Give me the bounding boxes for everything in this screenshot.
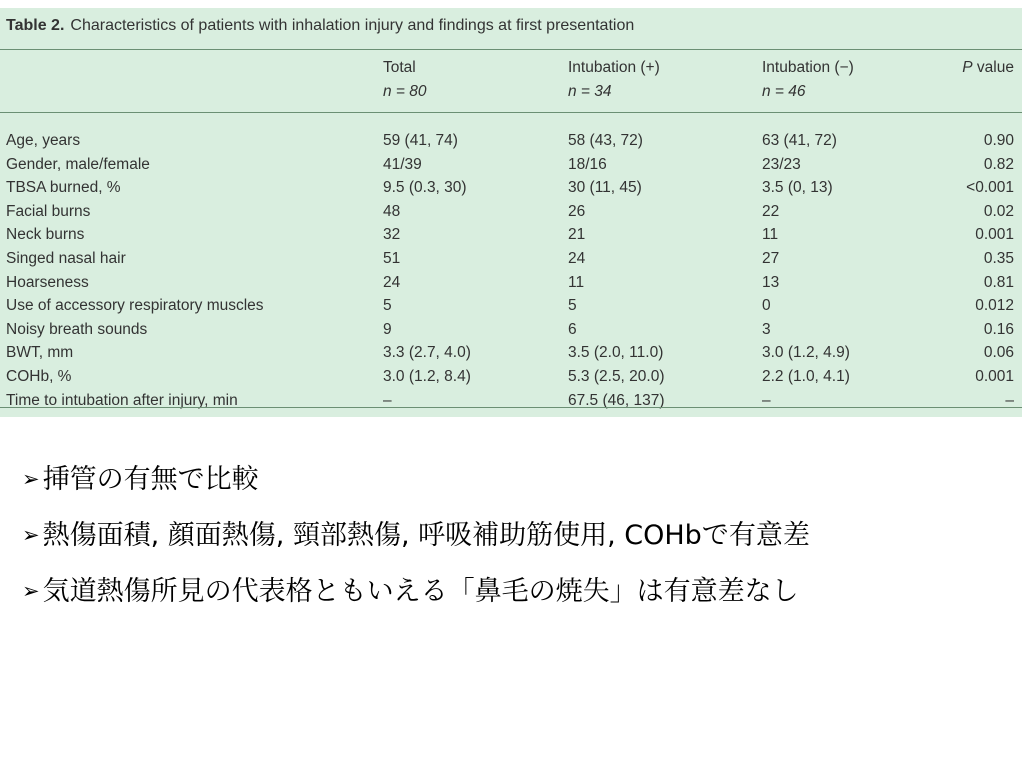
cell-total: 5 xyxy=(383,297,392,314)
cell-intubation-positive: 3.5 (2.0, 11.0) xyxy=(568,344,664,361)
row-label: Gender, male/female xyxy=(6,156,150,173)
row-label: Use of accessory respiratory muscles xyxy=(6,297,264,314)
cell-total: 48 xyxy=(383,203,401,220)
cell-intubation-positive: 26 xyxy=(568,203,586,220)
cell-total: 51 xyxy=(383,250,401,267)
cell-intubation-negative: 2.2 (1.0, 4.1) xyxy=(762,368,850,385)
cell-p-value: 0.001 xyxy=(975,368,1014,385)
cell-p-value: 0.001 xyxy=(975,226,1014,243)
cell-total: 41/39 xyxy=(383,156,422,173)
cell-intubation-positive: 30 (11, 45) xyxy=(568,179,642,196)
cell-intubation-positive: 24 xyxy=(568,250,586,267)
column-header-total: Total xyxy=(383,59,416,76)
bullet-text: 挿管の有無で比較 xyxy=(42,464,259,495)
cell-intubation-positive: 67.5 (46, 137) xyxy=(568,392,665,409)
cell-p-value: 0.90 xyxy=(983,132,1014,149)
cell-p-value: 0.81 xyxy=(983,274,1014,291)
table-caption xyxy=(6,17,634,35)
cell-total: 9 xyxy=(383,321,392,338)
cell-intubation-negative: 11 xyxy=(762,226,779,243)
cell-intubation-negative: 3.0 (1.2, 4.9) xyxy=(762,344,850,361)
cell-intubation-positive: 18/16 xyxy=(568,156,607,173)
cell-intubation-positive: 5.3 (2.5, 20.0) xyxy=(568,368,665,385)
cell-total: – xyxy=(383,392,392,409)
cell-intubation-negative: 13 xyxy=(762,274,780,291)
row-label: BWT, mm xyxy=(6,344,74,361)
arrow-bullet-icon: ➢ xyxy=(22,579,40,603)
row-label: Hoarseness xyxy=(6,274,89,291)
row-label: COHb, % xyxy=(6,368,72,385)
column-subheader-intubation-positive: n = 34 xyxy=(568,83,612,100)
bullet-item xyxy=(22,511,810,567)
cell-total: 3.0 (1.2, 8.4) xyxy=(383,368,471,385)
cell-intubation-negative: – xyxy=(762,392,771,409)
cell-p-value: 0.82 xyxy=(983,156,1014,173)
row-label: Age, years xyxy=(6,132,81,149)
arrow-bullet-icon: ➢ xyxy=(22,467,40,491)
cell-intubation-positive: 11 xyxy=(568,274,585,291)
cell-intubation-negative: 3 xyxy=(762,321,771,338)
cell-intubation-positive: 58 (43, 72) xyxy=(568,132,643,149)
cell-total: 9.5 (0.3, 30) xyxy=(383,179,467,196)
cell-p-value: – xyxy=(1005,392,1014,409)
row-label: Noisy breath sounds xyxy=(6,321,148,338)
cell-intubation-negative: 0 xyxy=(762,297,771,314)
column-header-p-value: P value xyxy=(962,59,1014,76)
cell-intubation-negative: 63 (41, 72) xyxy=(762,132,837,149)
row-label: Time to intubation after injury, min xyxy=(6,392,238,409)
cell-intubation-positive: 21 xyxy=(568,226,586,243)
column-header-intubation-negative: Intubation (−) xyxy=(762,59,854,76)
cell-total: 24 xyxy=(383,274,401,291)
row-label: Neck burns xyxy=(6,226,85,243)
bullet-item xyxy=(22,567,810,623)
table-header-rule xyxy=(0,112,1022,113)
cell-total: 32 xyxy=(383,226,401,243)
table-caption-text: Characteristics of patients with inhalation injury and findings at first presentation xyxy=(70,17,635,34)
cell-intubation-negative: 22 xyxy=(762,203,780,220)
cell-p-value: 0.012 xyxy=(975,297,1014,314)
bullet-list xyxy=(22,455,810,623)
row-label: Facial burns xyxy=(6,203,91,220)
cell-p-value: 0.06 xyxy=(983,344,1014,361)
cell-intubation-positive: 6 xyxy=(568,321,577,338)
cell-p-value: 0.02 xyxy=(983,203,1014,220)
table-top-rule xyxy=(0,49,1022,50)
column-subheader-intubation-negative: n = 46 xyxy=(762,83,806,100)
cell-p-value: 0.16 xyxy=(983,321,1014,338)
cell-p-value: <0.001 xyxy=(966,179,1014,196)
table-label: Table 2. xyxy=(6,17,65,34)
bullet-text: 熱傷面積, 顔面熱傷, 頸部熱傷, 呼吸補助筋使用, COHbで有意差 xyxy=(42,520,810,551)
cell-intubation-negative: 3.5 (0, 13) xyxy=(762,179,833,196)
column-subheader-total: n = 80 xyxy=(383,83,427,100)
row-label: TBSA burned, % xyxy=(6,179,121,196)
cell-intubation-negative: 27 xyxy=(762,250,780,267)
cell-p-value: 0.35 xyxy=(983,250,1014,267)
arrow-bullet-icon: ➢ xyxy=(22,523,40,547)
cell-intubation-negative: 23/23 xyxy=(762,156,801,173)
table-bottom-rule xyxy=(0,407,1022,408)
cell-total: 3.3 (2.7, 4.0) xyxy=(383,344,471,361)
bullet-text: 気道熱傷所見の代表格ともいえる「鼻毛の焼失」は有意差なし xyxy=(42,576,799,607)
cell-intubation-positive: 5 xyxy=(568,297,577,314)
bullet-item xyxy=(22,455,810,511)
characteristics-table xyxy=(0,8,1022,417)
cell-total: 59 (41, 74) xyxy=(383,132,458,149)
row-label: Singed nasal hair xyxy=(6,250,126,267)
column-header-intubation-positive: Intubation (+) xyxy=(568,59,660,76)
